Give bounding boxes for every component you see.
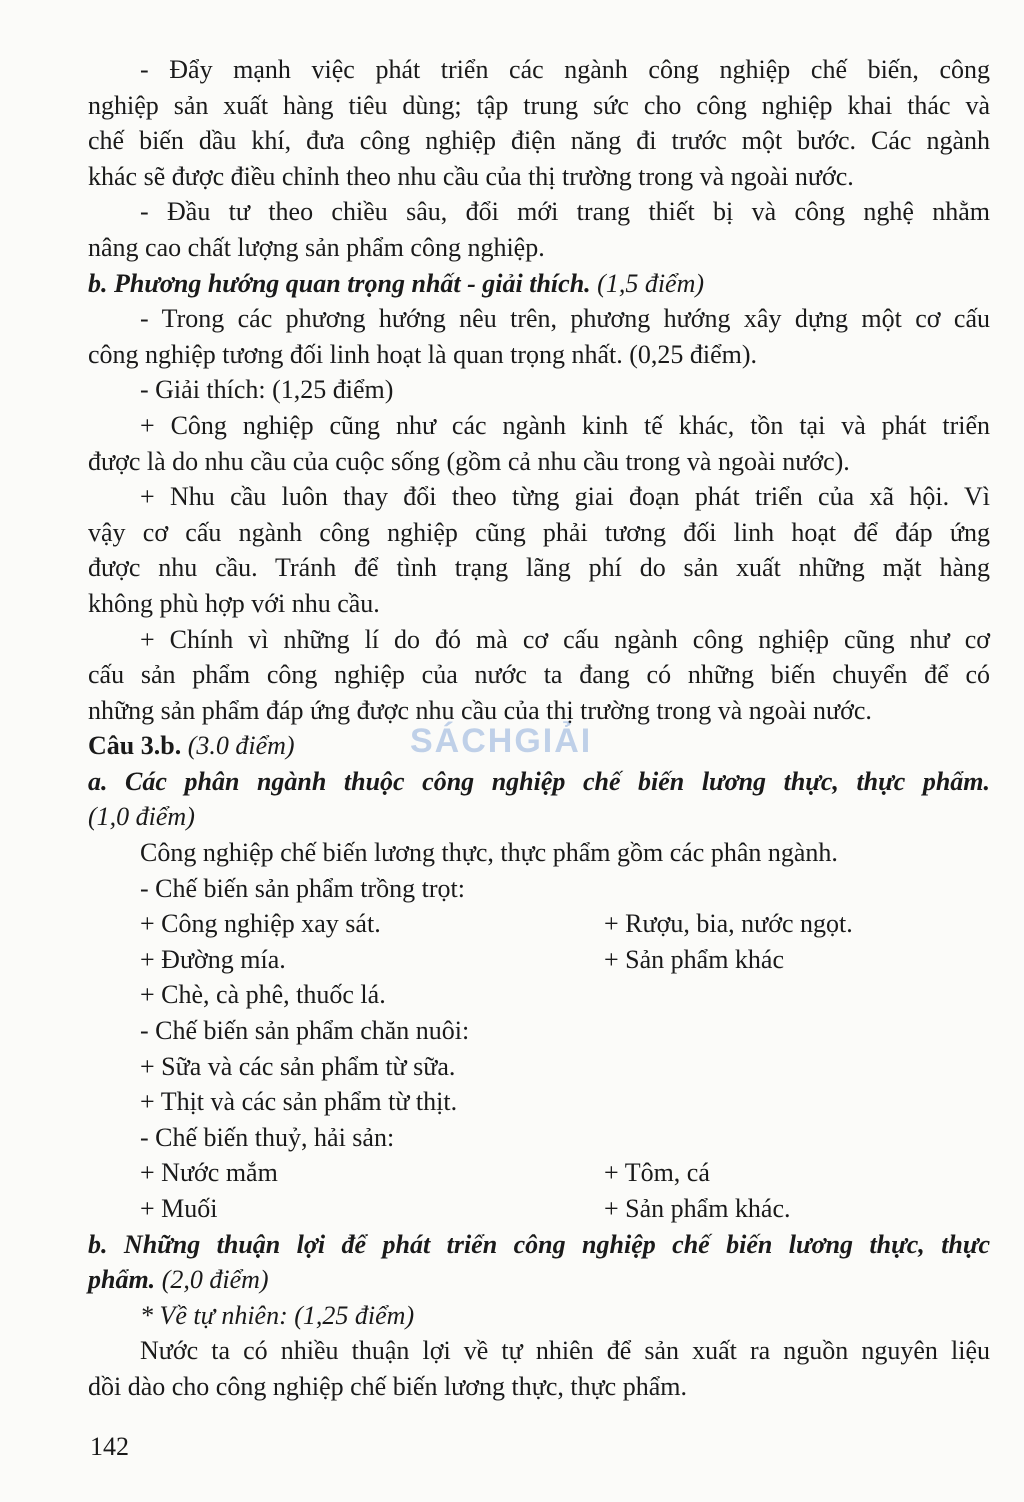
list-item: + Sữa và các sản phẩm từ sữa. [140,1051,456,1081]
text-line: - Chế biến thuỷ, hải sản: [140,1122,395,1152]
two-column-line [88,906,990,942]
section-heading [88,266,990,302]
text-line: - Trong các phương hướng nêu trên, phương hướng xây dựng một cơ cấu [140,304,990,334]
list-item: + Chè, cà phê, thuốc lá. [140,980,386,1010]
text-line: - Chế biến sản phẩm chăn nuôi: [140,1016,470,1046]
text-line: dồi dào cho công nghiệp chế biến lương thực, thực phẩm. [88,1371,687,1401]
text-line: vậy cơ cấu ngành công nghiệp cũng phải tương đối linh hoạt để đáp ứng [88,517,990,547]
list-item: + Thịt và các sản phẩm từ thịt. [140,1087,458,1117]
text-line: nghiệp sản xuất hàng tiêu dùng; tập trung sức cho công nghiệp khai thác và [88,90,990,120]
watermark-logo: SÁCHGIẢI [410,722,593,760]
list-item: + Muối [140,1194,218,1223]
list-item: + Công nghiệp xay sát. [140,909,381,939]
two-column-line [88,942,990,978]
list-item: + Tôm, cá [604,1158,710,1188]
text-line: - Đẩy mạnh việc phát triển các ngành công nghiệp chế biến, công [140,55,990,84]
question-points: (3.0 điểm) [187,731,295,761]
two-column-line [88,1155,990,1191]
two-column-line [88,1191,990,1227]
heading-points: (1,5 điểm) [597,268,705,298]
text-line: công nghiệp tương đối linh hoạt là quan trọng nhất. (0,25 điểm). [88,339,758,369]
text-line: - Đầu tư theo chiều sâu, đổi mới trang thiết bị và công nghệ nhằm [140,197,990,227]
heading-points: (1,0 điểm) [88,802,195,832]
list-item: + Sản phẩm khác. [604,1194,791,1223]
text-line: những sản phẩm đáp ứng được nhu cầu của thị trường trong và ngoài nước. [88,695,872,725]
heading-points: (2,0 điểm) [161,1265,269,1295]
text-line: nâng cao chất lượng sản phẩm công nghiệp. [88,232,545,262]
section-heading: b. Những thuận lợi để phát triển công nghiệp chế biến lương thực, thực [88,1229,990,1259]
heading-text: phẩm. [88,1265,156,1295]
list-item: + Sản phẩm khác [604,944,785,974]
text-line: không phù hợp với nhu cầu. [88,588,380,618]
section-heading [88,1262,990,1298]
text-line: được nhu cầu. Tránh để tình trạng lãng phí do sản xuất những mặt hàng [88,553,990,583]
list-item: + Nước mắm [140,1158,278,1188]
text-line: khác sẽ được điều chỉnh theo nhu cầu của thị trường trong và ngoài nước. [88,161,854,191]
list-item: + Rượu, bia, nước ngọt. [604,909,853,939]
subheading: * Về tự nhiên: (1,25 điểm) [140,1300,415,1330]
text-line: Công nghiệp chế biến lương thực, thực phẩm gồm các phân ngành. [140,838,838,868]
text-line: Nước ta có nhiều thuận lợi về tự nhiên để sản xuất ra nguồn nguyên liệu [140,1336,990,1366]
text-line: cấu sản phẩm công nghiệp của nước ta đang có những biến chuyển để có [88,660,990,690]
text-line: - Chế biến sản phẩm trồng trọt: [140,873,465,903]
text-line: được là do nhu cầu của cuộc sống (gồm cả nhu cầu trong và ngoài nước). [88,446,850,476]
text-line: - Giải thích: (1,25 điểm) [140,375,394,405]
heading-text: b. Phương hướng quan trọng nhất - giải thích. [88,268,591,298]
text-line: + Nhu cầu luôn thay đổi theo từng giai đoạn phát triển của xã hội. Vì [140,482,990,512]
text-line: chế biến dầu khí, đưa công nghiệp điện năng đi trước một bước. Các ngành [88,126,990,156]
text-line: + Chính vì những lí do đó mà cơ cấu ngành công nghiệp cũng như cơ [140,624,990,654]
text-line: + Công nghiệp cũng như các ngành kinh tế khác, tồn tại và phát triển [140,410,990,440]
question-title: Câu 3.b. [88,731,182,761]
section-heading: a. Các phân ngành thuộc công nghiệp chế biến lương thực, thực phẩm. [88,766,990,796]
list-item: + Đường mía. [140,944,286,974]
page-number: 142 [90,1432,129,1461]
